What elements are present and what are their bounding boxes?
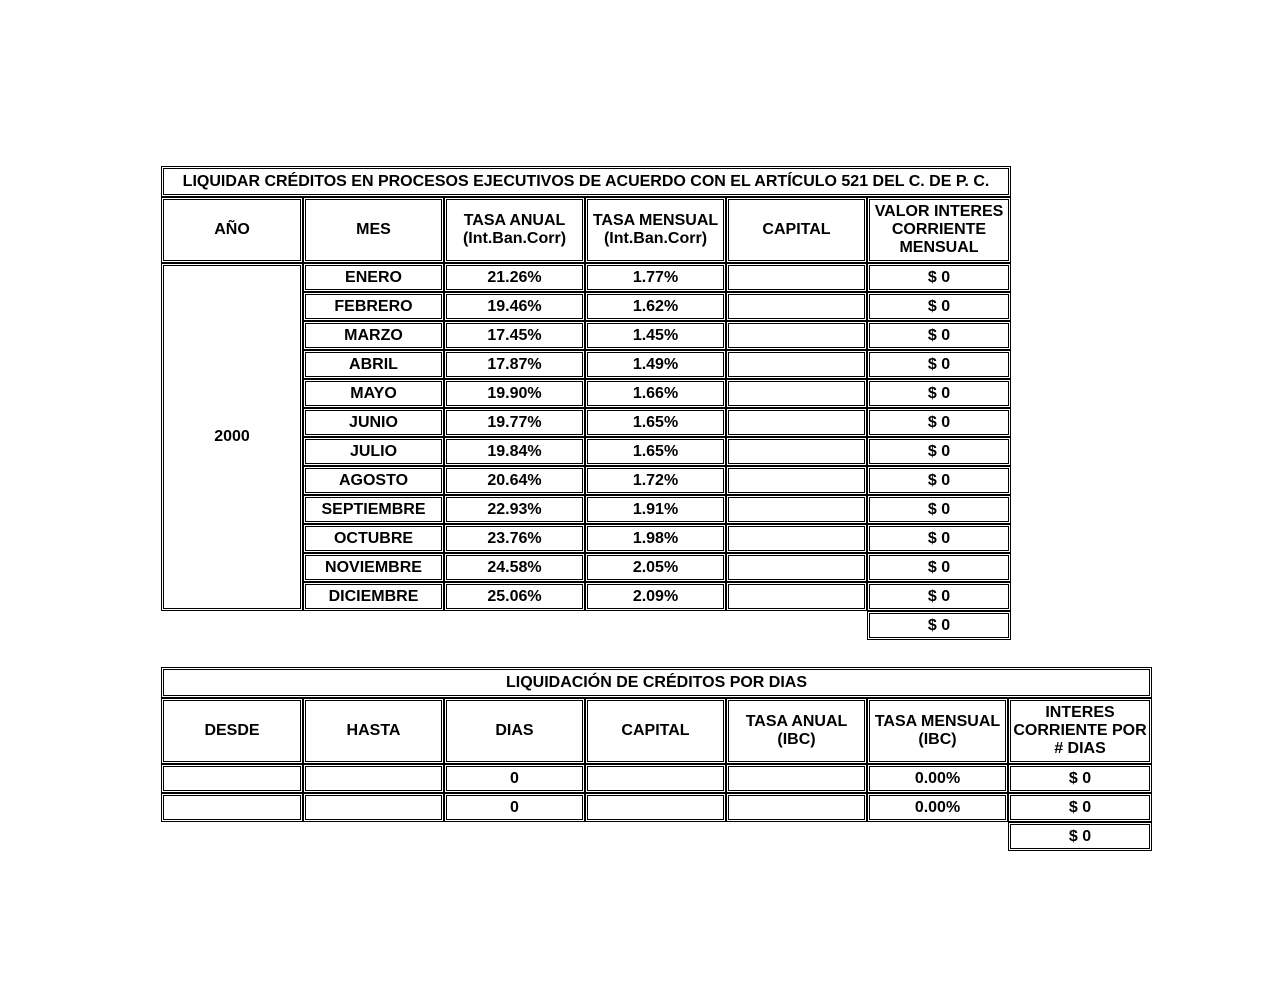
annual-rate-cell: 24.58%: [444, 553, 585, 582]
month-cell: FEBRERO: [303, 292, 444, 321]
annual-rate-cell[interactable]: [726, 793, 867, 822]
daily-table-title: LIQUIDACIÓN DE CRÉDITOS POR DIAS: [161, 667, 1152, 698]
header-monthly-rate-line1: TASA MENSUAL: [874, 713, 1001, 730]
header-interest-line3: # DIAS: [1054, 740, 1106, 757]
daily-liquidation-table: [161, 667, 1152, 851]
header-month: MES: [303, 197, 444, 263]
month-cell: JULIO: [303, 437, 444, 466]
capital-cell[interactable]: [726, 379, 867, 408]
annual-rate-cell: 25.06%: [444, 582, 585, 611]
total-row: [161, 822, 1152, 851]
header-annual-rate-line1: TASA ANUAL: [745, 713, 848, 730]
monthly-rate-cell: 1.65%: [585, 437, 726, 466]
monthly-rate-cell: 1.45%: [585, 321, 726, 350]
annual-rate-cell: 19.90%: [444, 379, 585, 408]
monthly-rate-cell: 1.98%: [585, 524, 726, 553]
annual-rate-cell: 19.77%: [444, 408, 585, 437]
total-spacer: [161, 611, 867, 640]
monthly-total-cell: $ 0: [867, 611, 1011, 640]
header-row: [161, 197, 1011, 263]
header-days: DIAS: [444, 698, 585, 764]
annual-rate-cell: 20.64%: [444, 466, 585, 495]
table-row: [161, 764, 1152, 793]
monthly-rate-cell: 2.05%: [585, 553, 726, 582]
capital-cell[interactable]: [726, 292, 867, 321]
capital-cell[interactable]: [585, 764, 726, 793]
header-interest-line2: CORRIENTE POR: [1013, 722, 1147, 739]
table-row: [161, 263, 1011, 292]
month-cell: ENERO: [303, 263, 444, 292]
capital-cell[interactable]: [726, 263, 867, 292]
header-year: AÑO: [161, 197, 303, 263]
header-from: DESDE: [161, 698, 303, 764]
monthly-rate-cell: 1.62%: [585, 292, 726, 321]
capital-cell[interactable]: [726, 553, 867, 582]
days-cell: 0: [444, 764, 585, 793]
table-row: [161, 793, 1152, 822]
capital-cell[interactable]: [726, 321, 867, 350]
capital-cell[interactable]: [726, 582, 867, 611]
month-cell: NOVIEMBRE: [303, 553, 444, 582]
header-interest-line1: INTERES: [1045, 704, 1115, 721]
monthly-rate-cell: 1.66%: [585, 379, 726, 408]
annual-rate-cell: 19.84%: [444, 437, 585, 466]
annual-rate-cell: 17.45%: [444, 321, 585, 350]
month-cell: DICIEMBRE: [303, 582, 444, 611]
monthly-rate-cell: 1.77%: [585, 263, 726, 292]
capital-cell[interactable]: [726, 495, 867, 524]
header-to: HASTA: [303, 698, 444, 764]
interest-cell: $ 0: [867, 466, 1011, 495]
title-row: [161, 667, 1152, 698]
monthly-rate-cell: 1.65%: [585, 408, 726, 437]
annual-rate-cell: 19.46%: [444, 292, 585, 321]
interest-cell: $ 0: [867, 437, 1011, 466]
header-capital: CAPITAL: [726, 197, 867, 263]
interest-cell: $ 0: [867, 553, 1011, 582]
header-interest-line2: CORRIENTE: [891, 221, 987, 238]
header-interest: [867, 197, 1011, 263]
year-cell: 2000: [161, 263, 303, 611]
capital-cell[interactable]: [726, 437, 867, 466]
header-monthly-rate: [867, 698, 1008, 764]
days-cell: 0: [444, 793, 585, 822]
interest-cell: $ 0: [867, 495, 1011, 524]
monthly-table-title: LIQUIDAR CRÉDITOS EN PROCESOS EJECUTIVOS DE ACUERDO CON EL ARTÍCULO 521 DEL C. DE P. C.: [161, 166, 1011, 197]
to-cell[interactable]: [303, 764, 444, 793]
capital-cell[interactable]: [726, 524, 867, 553]
month-cell: JUNIO: [303, 408, 444, 437]
total-row: [161, 611, 1011, 640]
header-capital: CAPITAL: [585, 698, 726, 764]
annual-rate-cell[interactable]: [726, 764, 867, 793]
header-annual-rate-line2: (Int.Ban.Corr): [462, 230, 567, 247]
month-cell: AGOSTO: [303, 466, 444, 495]
monthly-rate-cell: 1.91%: [585, 495, 726, 524]
annual-rate-cell: 17.87%: [444, 350, 585, 379]
annual-rate-cell: 21.26%: [444, 263, 585, 292]
daily-total-cell: $ 0: [1008, 822, 1152, 851]
header-monthly-rate: [585, 197, 726, 263]
interest-cell: $ 0: [867, 408, 1011, 437]
monthly-rate-cell: 0.00%: [867, 764, 1008, 793]
annual-rate-cell: 22.93%: [444, 495, 585, 524]
interest-cell: $ 0: [1008, 764, 1152, 793]
header-interest-line1: VALOR INTERES: [874, 203, 1004, 220]
monthly-rate-cell: 2.09%: [585, 582, 726, 611]
monthly-rate-cell: 1.72%: [585, 466, 726, 495]
interest-cell: $ 0: [867, 321, 1011, 350]
total-spacer: [161, 822, 1008, 851]
interest-cell: $ 0: [867, 263, 1011, 292]
from-cell[interactable]: [161, 764, 303, 793]
header-monthly-rate-line1: TASA MENSUAL: [592, 212, 719, 229]
header-interest: [1008, 698, 1152, 764]
from-cell[interactable]: [161, 793, 303, 822]
month-cell: MARZO: [303, 321, 444, 350]
annual-rate-cell: 23.76%: [444, 524, 585, 553]
header-row: [161, 698, 1152, 764]
header-annual-rate-line1: TASA ANUAL: [463, 212, 566, 229]
interest-cell: $ 0: [867, 350, 1011, 379]
monthly-rate-cell: 0.00%: [867, 793, 1008, 822]
interest-cell: $ 0: [1008, 793, 1152, 822]
to-cell[interactable]: [303, 793, 444, 822]
monthly-rate-cell: 1.49%: [585, 350, 726, 379]
interest-cell: $ 0: [867, 292, 1011, 321]
header-monthly-rate-line2: (IBC): [918, 731, 957, 748]
interest-cell: $ 0: [867, 582, 1011, 611]
header-annual-rate: [444, 197, 585, 263]
title-row: [161, 166, 1011, 197]
capital-cell[interactable]: [585, 793, 726, 822]
header-monthly-rate-line2: (Int.Ban.Corr): [603, 230, 708, 247]
header-annual-rate: [726, 698, 867, 764]
header-annual-rate-line2: (IBC): [777, 731, 816, 748]
capital-cell[interactable]: [726, 466, 867, 495]
month-cell: SEPTIEMBRE: [303, 495, 444, 524]
header-interest-line3: MENSUAL: [899, 239, 979, 256]
interest-cell: $ 0: [867, 379, 1011, 408]
month-cell: OCTUBRE: [303, 524, 444, 553]
month-cell: ABRIL: [303, 350, 444, 379]
capital-cell[interactable]: [726, 350, 867, 379]
month-cell: MAYO: [303, 379, 444, 408]
interest-cell: $ 0: [867, 524, 1011, 553]
monthly-liquidation-table: [161, 166, 1011, 640]
capital-cell[interactable]: [726, 408, 867, 437]
